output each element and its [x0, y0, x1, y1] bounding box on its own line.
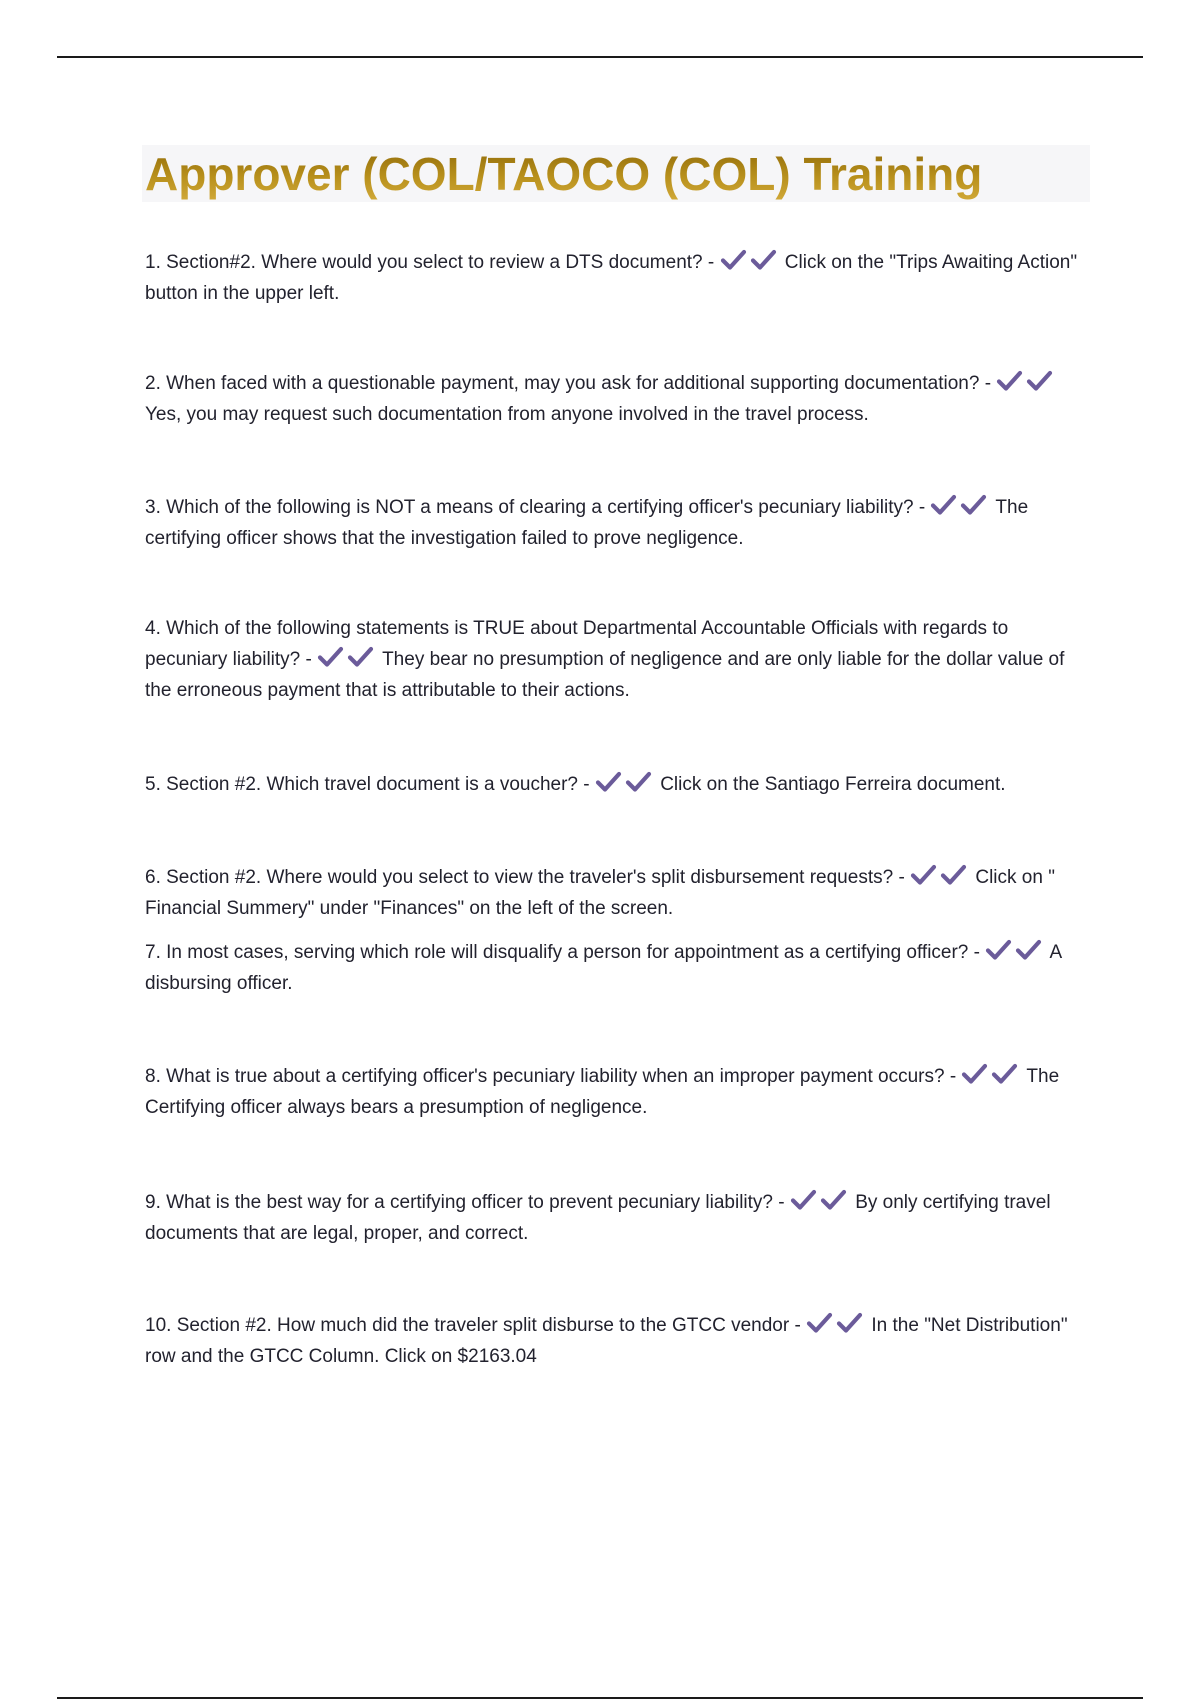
- answer-text: A disbursing officer.: [145, 942, 1062, 994]
- answer-text: They bear no presumption of negligence and are only liable for the dollar value of the erroneous payment that is attributable to their actions.: [145, 649, 1065, 701]
- separator: -: [305, 649, 312, 670]
- separator: -: [707, 252, 715, 273]
- question-text: 2. When faced with a questionable payment, may you ask for additional supporting documentation?: [145, 373, 980, 394]
- question-text: 1. Section#2. Where would you select to review a DTS document?: [145, 252, 703, 273]
- qa-item-10: [145, 1310, 1085, 1372]
- checkmark-icon: [317, 646, 344, 668]
- separator: -: [949, 1066, 957, 1087]
- question-text: 3. Which of the following is NOT a means of clearing a certifying officer's pecuniary liability?: [145, 497, 914, 518]
- separator: -: [898, 867, 905, 888]
- checkmark-icon: [790, 1189, 817, 1211]
- qa-item-1: [145, 247, 1085, 309]
- question-text: 5. Section #2. Which travel document is a voucher?: [145, 774, 579, 795]
- answer-text: Click on the Santiago Ferreira document.: [660, 774, 1006, 795]
- qa-item-9: [145, 1187, 1085, 1249]
- qa-item-7: [145, 937, 1085, 999]
- checkmark-icon: [961, 1063, 988, 1085]
- checkmark-icon: [940, 864, 967, 886]
- question-text: 7. In most cases, serving which role will disqualify a person for appointment as a certifying officer?: [145, 942, 969, 963]
- separator: -: [778, 1192, 785, 1213]
- question-text: 9. What is the best way for a certifying officer to prevent pecuniary liability?: [145, 1192, 774, 1213]
- question-text: 6. Section #2. Where would you select to view the traveler's split disbursement requests?: [145, 867, 894, 888]
- separator: -: [583, 774, 590, 795]
- qa-item-2: [145, 368, 1085, 430]
- separator: -: [973, 942, 980, 963]
- checkmark-icon: [595, 771, 622, 793]
- qa-item-4: [145, 613, 1085, 706]
- top-rule: [57, 56, 1143, 58]
- question-text: 10. Section #2. How much did the traveler split disburse to the GTCC vendor: [145, 1315, 790, 1336]
- checkmark-icon: [820, 1189, 847, 1211]
- answer-text: Yes, you may request such documentation from anyone involved in the travel process.: [145, 404, 869, 425]
- answer-text: By only certifying travel documents that are legal, proper, and correct.: [145, 1192, 1051, 1244]
- separator: -: [984, 373, 992, 394]
- checkmark-icon: [347, 646, 374, 668]
- checkmark-icon: [806, 1312, 833, 1334]
- checkmark-icon: [836, 1312, 863, 1334]
- qa-item-3: [145, 492, 1085, 554]
- checkmark-icon: [1015, 939, 1042, 961]
- qa-item-6: [145, 862, 1085, 924]
- checkmark-icon: [985, 939, 1012, 961]
- bottom-rule: [57, 1697, 1143, 1699]
- answer-text: The certifying officer shows that the investigation failed to prove negligence.: [145, 497, 1029, 549]
- checkmark-icon: [930, 494, 957, 516]
- question-text: 4. Which of the following statements is TRUE about Departmental Accountable Officials with regards to pecuniary liability?: [145, 618, 1009, 670]
- qa-item-5: [145, 769, 1085, 800]
- qa-item-8: [145, 1061, 1085, 1123]
- answer-text: The Certifying officer always bears a presumption of negligence.: [145, 1066, 1060, 1118]
- page-title: Approver (COL/TAOCO (COL) Training: [145, 148, 983, 200]
- checkmark-icon: [750, 249, 777, 271]
- question-text: 8. What is true about a certifying officer's pecuniary liability when an improper payment occurs?: [145, 1066, 945, 1087]
- checkmark-icon: [720, 249, 747, 271]
- separator: -: [918, 497, 926, 518]
- separator: -: [794, 1315, 801, 1336]
- checkmark-icon: [625, 771, 652, 793]
- answer-text: Click on the "Trips Awaiting Action" button in the upper left.: [145, 252, 1078, 304]
- answer-text: Click on " Financial Summery" under "Finances" on the left of the screen.: [145, 867, 1055, 919]
- checkmark-icon: [991, 1063, 1018, 1085]
- answer-text: In the "Net Distribution" row and the GTCC Column. Click on $2163.04: [145, 1315, 1068, 1367]
- checkmark-icon: [996, 370, 1023, 392]
- checkmark-icon: [960, 494, 987, 516]
- checkmark-icon: [1026, 370, 1053, 392]
- checkmark-icon: [910, 864, 937, 886]
